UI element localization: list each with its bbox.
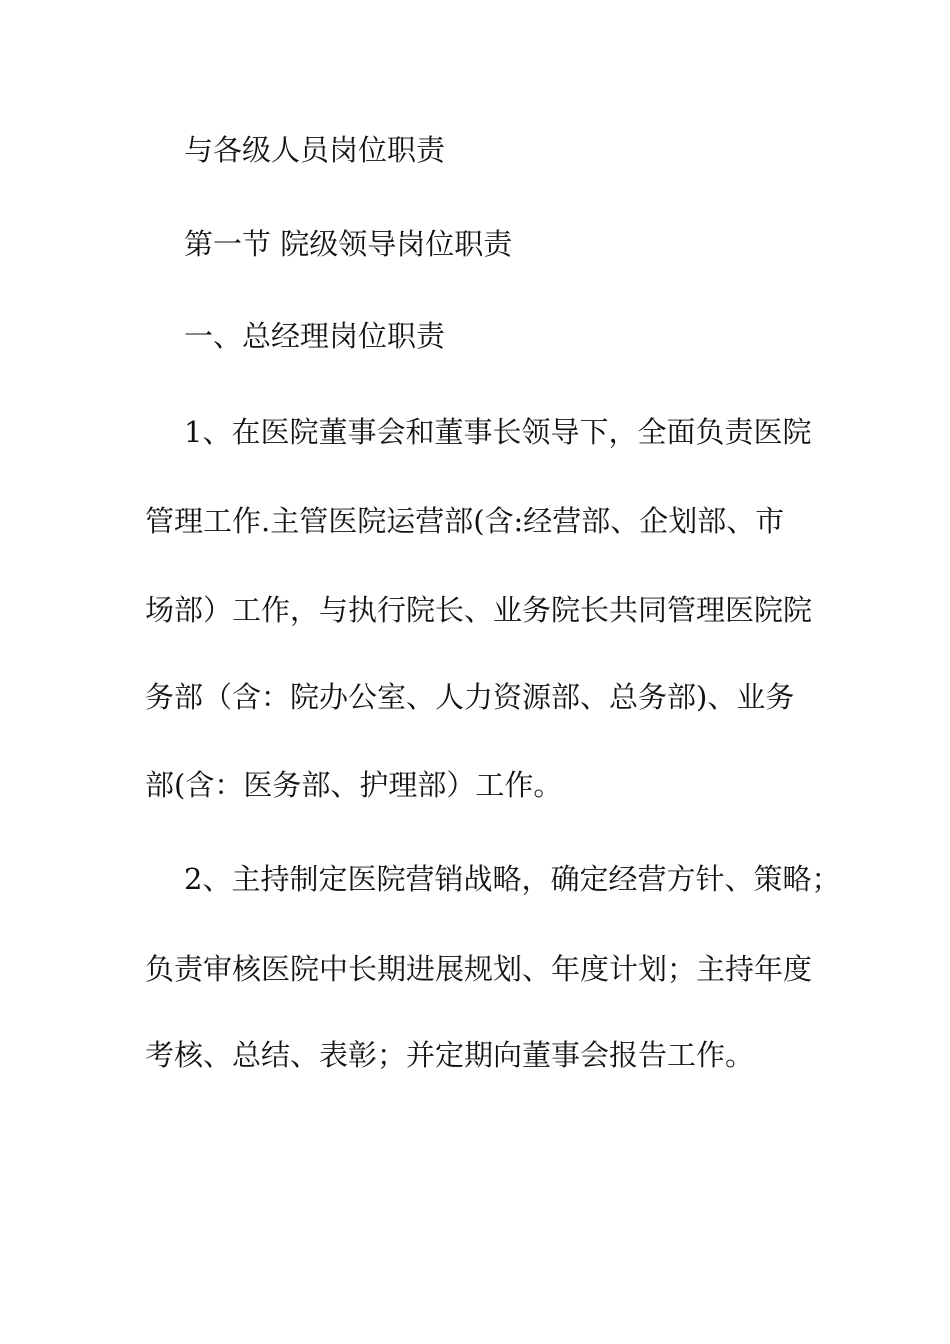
subsection-title: 一、总经理岗位职责	[184, 319, 446, 353]
paragraph-2-line-1: 2、主持制定医院营销战略，确定经营方针、策略；	[184, 862, 841, 896]
document-heading: 与各级人员岗位职责	[184, 133, 446, 167]
paragraph-1-line-5: 部(含：医务部、护理部）工作。	[145, 768, 563, 802]
paragraph-1-line-3: 场部）工作，与执行院长、业务院长共同管理医院院	[145, 593, 813, 627]
paragraph-1-line-1: 1、在医院董事会和董事长领导下，全面负责医院	[184, 415, 812, 449]
paragraph-1-line-2: 管理工作.主管医院运营部(含:经营部、企划部、市	[145, 504, 785, 538]
paragraph-2-line-3: 考核、总结、表彰；并定期向董事会报告工作。	[145, 1038, 755, 1072]
paragraph-1-line-4: 务部（含：院办公室、人力资源部、总务部)、业务	[145, 680, 795, 714]
section-title: 第一节 院级领导岗位职责	[184, 227, 513, 261]
paragraph-2-line-2: 负责审核医院中长期进展规划、年度计划；主持年度	[145, 952, 813, 986]
